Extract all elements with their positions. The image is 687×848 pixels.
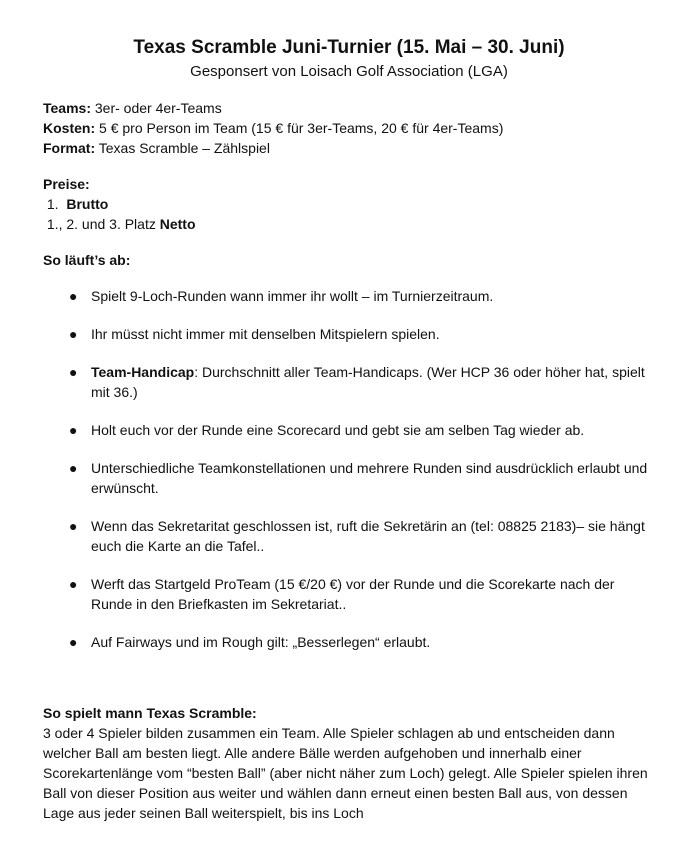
prize-brutto: Brutto xyxy=(66,196,109,212)
document-title: Texas Scramble Juni-Turnier (15. Mai – 30. Juni) xyxy=(133,37,565,58)
bullet-icon: ● xyxy=(69,460,78,476)
list-item xyxy=(43,324,655,344)
teams-line xyxy=(43,98,655,118)
rule-text: Ihr müsst nicht immer mit denselben Mitspielern spielen. xyxy=(91,326,440,342)
prize-line-1 xyxy=(43,194,655,214)
prizes-section xyxy=(43,174,655,234)
bullet-icon: ● xyxy=(69,326,78,342)
tournament-info xyxy=(43,98,655,158)
scramble-heading: So spielt mann Texas Scramble: xyxy=(43,705,257,721)
scramble-text: 3 oder 4 Spieler bilden zusammen ein Team. Alle Spieler schlagen ab und entscheiden dann welcher Ball am besten liegt. Alle andere Bälle werden aufgehoben und innerhalb einer Scorekartenlänge vom “besten Ball” (aber nicht näher zum Loch) gelegt. Alle Spieler spielen ihren Ball von dieser Position aus weiter und wählen dann erneut einen besten Ball aus, von dessen Lage aus jeder seinen Ball weiterspielt, bis ins Loch xyxy=(43,725,648,821)
scramble-section xyxy=(43,703,655,823)
format-label: Format: xyxy=(43,140,96,156)
bullet-icon: ● xyxy=(69,364,78,380)
teams-value: 3er- oder 4er-Teams xyxy=(90,100,222,116)
document-subtitle: Gesponsert von Loisach Golf Association (LGA) xyxy=(190,63,508,80)
list-item xyxy=(43,516,655,556)
bullet-icon: ● xyxy=(69,518,78,534)
prizes-heading: Preise: xyxy=(43,176,90,192)
list-item xyxy=(43,458,655,498)
kosten-label: Kosten: xyxy=(43,120,96,136)
list-item xyxy=(43,286,655,306)
format-line xyxy=(43,138,655,158)
list-item xyxy=(43,632,655,652)
rule-text: Werft das Startgeld ProTeam (15 €/20 €) vor der Runde und die Scorekarte nach der Runde in den Briefkasten im Sekretariat.. xyxy=(91,576,615,612)
list-item xyxy=(43,420,655,440)
prize-line-1-number: 1. xyxy=(43,196,67,212)
rule-text: Unterschiedliche Teamkonstellationen und mehrere Runden sind ausdrücklich erlaubt und erwünscht. xyxy=(91,460,648,496)
prize-line-2-prefix: 1., 2. und 3. Platz xyxy=(43,216,160,232)
rule-text: Holt euch vor der Runde eine Scorecard und gebt sie am selben Tag wieder ab. xyxy=(91,422,585,438)
handicap-label: Team-Handicap xyxy=(91,364,195,380)
rule-text: Wenn das Sekretaritat geschlossen ist, ruft die Sekretärin an (tel: 08825 2183)– sie hängt euch die Karte an die Tafel.. xyxy=(91,518,645,554)
list-item xyxy=(43,362,655,402)
bullet-icon: ● xyxy=(69,288,78,304)
prize-netto: Netto xyxy=(159,216,196,232)
bullet-icon: ● xyxy=(69,576,78,592)
prize-line-2 xyxy=(43,214,655,234)
rule-text: Spielt 9-Loch-Runden wann immer ihr wollt – im Turnierzeitraum. xyxy=(91,288,494,304)
bullet-icon: ● xyxy=(69,634,78,650)
howto-section xyxy=(43,250,655,652)
format-value: Texas Scramble – Zählspiel xyxy=(95,140,270,156)
handicap-text: : Durchschnitt aller Team-Handicaps. (Wer HCP 36 oder höher hat, spielt mit 36.) xyxy=(91,364,645,400)
bullet-icon: ● xyxy=(69,422,78,438)
howto-heading: So läuft’s ab: xyxy=(43,252,131,268)
kosten-line xyxy=(43,118,655,138)
rule-text: Auf Fairways und im Rough gilt: „Besserlegen“ erlaubt. xyxy=(91,634,431,650)
rules-list xyxy=(43,286,655,652)
teams-label: Teams: xyxy=(43,100,91,116)
document-page xyxy=(43,36,655,670)
list-item xyxy=(43,574,655,614)
kosten-value: 5 € pro Person im Team (15 € für 3er-Teams, 20 € für 4er-Teams) xyxy=(95,120,504,136)
